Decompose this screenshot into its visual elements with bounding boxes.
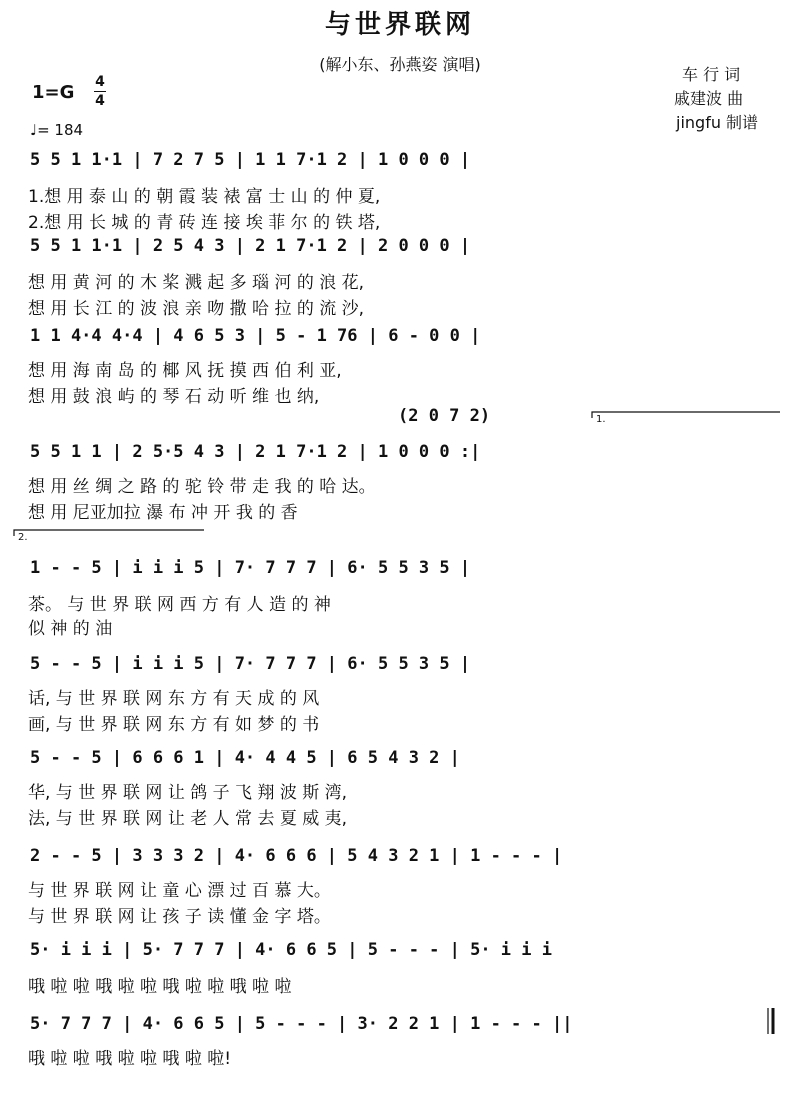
notation-line-2: 5 5 1 1·1 | 2 5 4 3 | 2 1 7·1 2 | 2 0 0 0 |	[30, 236, 471, 256]
time-signature-top: 4	[95, 74, 105, 90]
lyricist-credit: 车 行 词	[682, 65, 741, 84]
volta-2-label: 2.	[18, 532, 28, 543]
lyric-line-2b: 想 用 长 江 的 波 浪 亲 吻 撒 哈 拉 的 流 沙,	[28, 299, 365, 319]
lyric-line-1a: 1.想 用 泰 山 的 朝 霞 装 裱 富 士 山 的 仲 夏,	[28, 187, 381, 207]
lyric-line-2a: 想 用 黄 河 的 木 桨 溅 起 多 瑙 河 的 浪 花,	[28, 273, 365, 293]
lyric-line-4b: 想 用 尼亚加拉 瀑 布 冲 开 我 的 香	[28, 503, 298, 523]
lyric-line-3b: 想 用 鼓 浪 屿 的 琴 石 动 听 维 也 纳,	[28, 387, 320, 407]
composer-credit: 戚建波 曲	[674, 89, 744, 108]
lyric-line-10: 哦 啦 啦 哦 啦 啦 哦 啦 啦!	[28, 1049, 232, 1069]
notation-line-3: 1 1 4·4 4·4 | 4 6 5 3 | 5 - 1 76 | 6 - 0 0 |	[30, 326, 481, 346]
lyric-line-7a: 华, 与 世 界 联 网 让 鸽 子 飞 翔 波 斯 湾,	[28, 783, 348, 803]
lyric-line-6a: 话, 与 世 界 联 网 东 方 有 天 成 的 风	[28, 689, 320, 709]
lyric-line-8a: 与 世 界 联 网 让 童 心 漂 过 百 慕 大。	[28, 881, 331, 901]
performers-subtitle: (解小东、孙燕姿 演唱)	[319, 55, 481, 74]
lyric-line-5a: 茶。 与 世 界 联 网 西 方 有 人 造 的 神	[28, 595, 331, 615]
lyric-line-7b: 法, 与 世 界 联 网 让 老 人 常 去 夏 威 夷,	[28, 809, 348, 829]
notation-line-1: 5 5 1 1·1 | 7 2 7 5 | 1 1 7·1 2 | 1 0 0 0 |	[30, 150, 471, 170]
lyric-line-1b: 2.想 用 长 城 的 青 砖 连 接 埃 菲 尔 的 铁 塔,	[28, 213, 381, 233]
notation-line-10: 5· 7 7 7 | 4· 6 6 5 | 5 - - - | 3· 2 2 1 | 1 - - - ||	[30, 1014, 573, 1034]
notation-line-6: 5 - - 5 | i i i 5 | 7· 7 7 7 | 6· 5 5 3 5 |	[30, 654, 471, 674]
time-signature-bottom: 4	[95, 93, 105, 109]
notation-line-4: 5 5 1 1 | 2 5·5 4 3 | 2 1 7·1 2 | 1 0 0 0 :|	[30, 442, 481, 462]
tempo-marking: ♩= 184	[30, 121, 84, 139]
notation-line-5: 1 - - 5 | i i i 5 | 7· 7 7 7 | 6· 5 5 3 5 |	[30, 558, 471, 578]
lyric-line-3a: 想 用 海 南 岛 的 椰 风 抚 摸 西 伯 利 亚,	[28, 361, 342, 381]
interlude-notation: (2 0 7 2)	[398, 406, 491, 426]
volta-1-label: 1.	[596, 414, 606, 425]
lyric-line-5b: 似 神 的 油	[28, 619, 113, 639]
lyric-line-9: 哦 啦 啦 哦 啦 啦 哦 啦 啦 哦 啦 啦	[28, 977, 292, 997]
lyric-line-6b: 画, 与 世 界 联 网 东 方 有 如 梦 的 书	[28, 715, 320, 735]
notation-line-9: 5· i i i | 5· 7 7 7 | 4· 6 6 5 | 5 - - - | 5· i i i	[30, 940, 552, 960]
lyric-line-8b: 与 世 界 联 网 让 孩 子 读 懂 金 字 塔。	[28, 907, 331, 927]
key-signature: 1=G	[32, 82, 75, 103]
transcriber-credit: jingfu 制谱	[676, 113, 759, 132]
song-title: 与世界联网	[324, 10, 475, 40]
notation-line-7: 5 - - 5 | 6 6 6 1 | 4· 4 4 5 | 6 5 4 3 2 |	[30, 748, 460, 768]
lyric-line-4a: 想 用 丝 绸 之 路 的 驼 铃 带 走 我 的 哈 达。	[28, 477, 376, 497]
notation-line-8: 2 - - 5 | 3 3 3 2 | 4· 6 6 6 | 5 4 3 2 1 | 1 - - - |	[30, 846, 563, 866]
